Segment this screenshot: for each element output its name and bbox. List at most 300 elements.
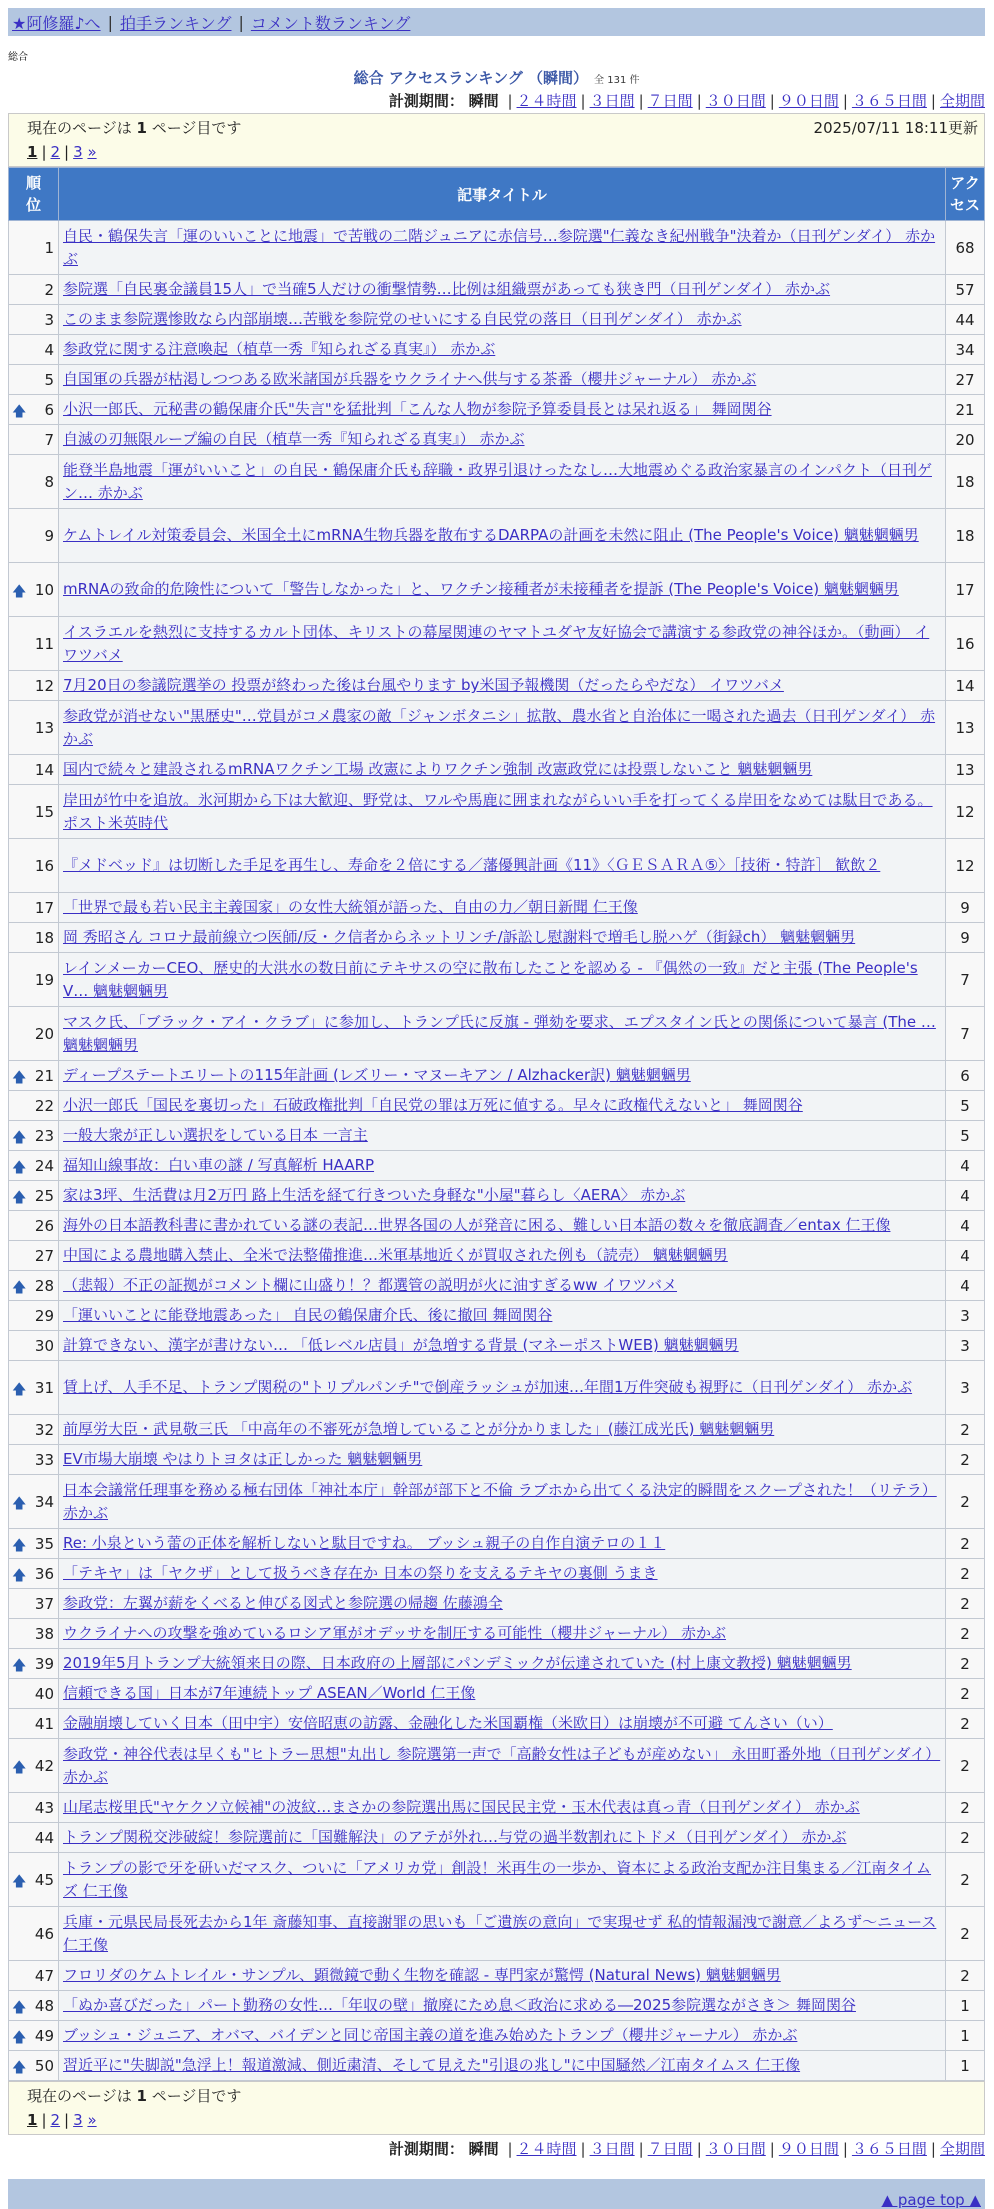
access-count: 2: [946, 1961, 985, 1991]
title-cell: [59, 1739, 946, 1793]
table-row: [9, 671, 985, 701]
period-separator: |: [842, 2140, 848, 2158]
article-link[interactable]: 参政党が消せない"黒歴史"…党員がコメ農家の敵「ジャンボタニシ」拡散、農水省と自治体に一喝された過去（日刊ゲンダイ） 赤かぶ: [63, 706, 936, 748]
title-cell: [59, 1475, 946, 1529]
rank-cell: [9, 1415, 59, 1445]
rank-cell: [9, 1619, 59, 1649]
article-link[interactable]: 計算できない、漢字が書けない… 「低レベル店員」が急増する背景 (マネーポストWEB) 魑魅魍魎男: [63, 1336, 739, 1354]
access-count: 2: [946, 1529, 985, 1559]
rank-cell: [9, 1679, 59, 1709]
article-link[interactable]: トランプの影で牙を研いだマスク、ついに「アメリカ党」創設！米再生の一歩か、資本による政治支配か注目集まる／江南タイムズ 仁王像: [63, 1858, 932, 1900]
table-row: [9, 221, 985, 275]
article-link[interactable]: EV市場大崩壊 やはりトヨタは正しかった 魑魅魍魎男: [63, 1450, 423, 1468]
rank-cell: [9, 1007, 59, 1061]
article-link[interactable]: 海外の日本語教科書に書かれている謎の表記…世界各国の人が発音に困る、難しい日本語の数々を徹底調査／entax 仁王像: [63, 1216, 891, 1234]
table-row: [9, 365, 985, 395]
article-link[interactable]: 参院選「自民裏金議員15人」で当確5人だけの衝撃情勢…比例は組織票があっても狭き門（日刊ゲンダイ） 赤かぶ: [63, 280, 831, 298]
table-row: [9, 1181, 985, 1211]
up-arrow-icon: 🡅: [12, 2059, 27, 2076]
rank-number: 49: [34, 2026, 54, 2045]
rank-number: 24: [34, 1156, 54, 1175]
rank-number: 12: [34, 676, 54, 695]
article-link[interactable]: （悲報）不正の証拠がコメント欄に山盛り！？都選管の説明が火に油すぎるww イワツバメ: [63, 1276, 678, 1294]
rank-cell: [9, 221, 59, 275]
access-count: 20: [946, 425, 985, 455]
article-link[interactable]: 2019年5月トランプ大統領来日の際、日本政府の上層部にパンデミックが伝達されていた (村上康文教授) 魑魅魍魎男: [63, 1654, 852, 1672]
rank-number: 10: [34, 580, 54, 599]
pager-separator: |: [41, 143, 47, 161]
access-count: 3: [946, 1301, 985, 1331]
comment-ranking-link[interactable]: コメント数ランキング: [250, 13, 411, 33]
rank-number: 2: [44, 280, 54, 299]
table-row: [9, 275, 985, 305]
up-arrow-icon: 🡅: [12, 403, 27, 420]
article-link[interactable]: Re: 小泉という蕾の正体を解析しないと駄目ですね。 ブッシュ親子の自作自演テロの１１: [63, 1534, 666, 1552]
rank-number: 11: [34, 634, 54, 653]
home-link[interactable]: ★阿修羅♪へ: [12, 13, 101, 33]
table-row: [9, 2051, 985, 2081]
table-row: [9, 1271, 985, 1301]
up-arrow-icon: 🡅: [12, 1159, 27, 1176]
table-row: [9, 1445, 985, 1475]
rank-cell: [9, 755, 59, 785]
rank-number: 17: [34, 898, 54, 917]
period-label: 計測期間：: [388, 92, 464, 110]
period-link[interactable]: ３０日間: [705, 92, 766, 110]
rank-number: 38: [34, 1624, 54, 1643]
access-count: 13: [946, 701, 985, 755]
article-link[interactable]: 「ぬか喜びだった」パート勤務の女性…「年収の壁」撤廃にため息＜政治に求める―2025参院選ながさき＞ 舞岡関谷: [63, 1996, 856, 2014]
article-link[interactable]: 家は3坪、生活費は月2万円 路上生活を経て行きついた身軽な"小屋"暮らし〈AERA〉 赤かぶ: [63, 1186, 686, 1204]
article-link[interactable]: 参政党・神谷代表は早くも"ヒトラー思想"丸出し 参院選第一声で「高齢女性は子どもが産めない」 永田町番外地（日刊ゲンダイ） 赤かぶ: [63, 1744, 941, 1786]
rank-number: 37: [34, 1594, 54, 1613]
table-row: [9, 425, 985, 455]
table-row: [9, 305, 985, 335]
up-arrow-icon: 🡅: [12, 1495, 27, 1512]
title-cell: [59, 1991, 946, 2021]
page-top-link[interactable]: ▲ page top ▲: [881, 2191, 981, 2209]
rank-number: 46: [34, 1924, 54, 1943]
article-link[interactable]: レインメーカーCEO、歴史的大洪水の数日前にテキサスの空に散布したことを認める - 『偶然の一致』だと主張 (The People's V… 魑魅魍魎男: [63, 958, 918, 1000]
rank-number: 19: [34, 970, 54, 989]
article-link[interactable]: 信頼できる国」日本が7年連続トップ ASEAN／World 仁王像: [63, 1684, 476, 1702]
rank-cell: [9, 701, 59, 755]
period-link[interactable]: ３６５日間: [851, 2140, 927, 2158]
access-count: 2: [946, 1415, 985, 1445]
rank-cell: [9, 1739, 59, 1793]
access-count: 16: [946, 617, 985, 671]
access-count: 2: [946, 1589, 985, 1619]
title-cell: [59, 671, 946, 701]
title-cell: [59, 1445, 946, 1475]
rank-number: 33: [34, 1450, 54, 1469]
access-count: 1: [946, 2051, 985, 2081]
period-link[interactable]: ９０日間: [778, 2140, 839, 2158]
article-link[interactable]: 賃上げ、人手不足、トランプ関税の"トリプルパンチ"で倒産ラッシュが加速…年間1万件突破も視野に（日刊ゲンダイ） 赤かぶ: [63, 1378, 913, 1396]
article-link[interactable]: マスク氏、「ブラック・アイ・クラブ」に参加し、トランプ氏に反旗 - 弾劾を要求、エプスタイン氏との関係について暴言 (The … 魑魅魍魎男: [63, 1012, 936, 1054]
title-cell: [59, 1151, 946, 1181]
table-row: [9, 755, 985, 785]
up-arrow-icon: 🡅: [12, 2029, 27, 2046]
rank-cell: [9, 785, 59, 839]
access-count: 17: [946, 563, 985, 617]
title-cell: [59, 1709, 946, 1739]
access-count: 1: [946, 2021, 985, 2051]
article-link[interactable]: 自滅の刃無限ループ編の自民（植草一秀『知られざる真実』） 赤かぶ: [63, 430, 525, 448]
title-cell: [59, 1361, 946, 1415]
period-separator: |: [580, 92, 586, 110]
up-arrow-icon: 🡅: [12, 1567, 27, 1584]
table-row: [9, 1061, 985, 1091]
article-link[interactable]: ブッシュ・ジュニア、オバマ、バイデンと同じ帝国主義の道を進み始めたトランプ（櫻井ジャーナル） 赤かぶ: [63, 2026, 798, 2044]
table-row: [9, 1793, 985, 1823]
rank-number: 45: [34, 1870, 54, 1889]
article-link[interactable]: mRNAの致命的危険性について「警告しなかった」と、ワクチン接種者が未接種者を提訴 (The People's Voice) 魑魅魍魎男: [63, 580, 899, 598]
article-link[interactable]: 能登半島地震「運がいいこと」の自民・鶴保庸介氏も辞職・政界引退けったなし…大地震めぐる政治家暴言のインパクト（日刊ゲン… 赤かぶ: [63, 460, 932, 502]
article-link[interactable]: 「テキヤ」は「ヤクザ」として扱うべき存在か 日本の祭りを支えるテキヤの裏側 うまき: [63, 1564, 658, 1582]
rank-number: 48: [34, 1996, 54, 2015]
period-separator: |: [842, 92, 848, 110]
rank-number: 9: [44, 526, 54, 545]
pager-separator: |: [41, 2111, 47, 2129]
access-count: 34: [946, 335, 985, 365]
total-count: 全 131 件: [594, 75, 640, 86]
rank-number: 22: [34, 1096, 54, 1115]
pager: [27, 140, 978, 164]
article-link[interactable]: ディープステートエリートの115年計画 (レズリー・マヌーキアン / Alzhacker訳) 魑魅魍魎男: [63, 1066, 691, 1084]
rank-cell: [9, 1559, 59, 1589]
rank-number: 34: [34, 1492, 54, 1511]
title-cell: [59, 1619, 946, 1649]
rank-number: 35: [34, 1534, 54, 1553]
article-link[interactable]: 中国による農地購入禁止、全米で法整備推進…米軍基地近くが買収された例も（読売） 魑魅魍魎男: [63, 1246, 728, 1264]
rank-header: 順位: [9, 168, 59, 221]
access-count: 2: [946, 1709, 985, 1739]
article-link[interactable]: 参政党：左翼が薪をくべると伸びる図式と参院選の帰趨 佐藤鴻全: [63, 1594, 503, 1612]
access-count: 2: [946, 1853, 985, 1907]
article-link[interactable]: 自国軍の兵器が枯渇しつつある欧米諸国が兵器をウクライナへ供与する茶番（櫻井ジャーナル） 赤かぶ: [63, 370, 757, 388]
article-link[interactable]: 自民・鶴保失言「運のいいことに地震」で苦戦の二階ジュニアに赤信号…参院選"仁義なき紀州戦争"決着か（日刊ゲンダイ） 赤かぶ: [63, 226, 936, 268]
pager-link[interactable]: 2: [50, 143, 61, 161]
article-link[interactable]: 参政党に関する注意喚起（植草一秀『知られざる真実』） 赤かぶ: [63, 340, 496, 358]
article-link[interactable]: 小沢一郎氏「国民を裏切った」石破政権批判「自民党の罪は万死に値する。早々に政権代えないと」 舞岡関谷: [63, 1096, 803, 1114]
access-count: 3: [946, 1361, 985, 1415]
title-cell: [59, 1271, 946, 1301]
access-count: 4: [946, 1211, 985, 1241]
access-count: 21: [946, 395, 985, 425]
article-link[interactable]: 兵庫・元県民局長死去から1年 斎藤知事、直接謝罪の思いも「ご遺族の意向」で実現せず 私的情報漏洩で謝意／よろず～ニュース 仁王像: [63, 1912, 937, 1954]
article-link[interactable]: 一般大衆が正しい選択をしている日本 一言主: [63, 1126, 368, 1144]
access-count: 2: [946, 1793, 985, 1823]
table-row: [9, 1007, 985, 1061]
title-cell: [59, 923, 946, 953]
access-count: 9: [946, 893, 985, 923]
period-current: 瞬間: [468, 92, 499, 110]
title-cell: [59, 1121, 946, 1151]
access-count: 2: [946, 1619, 985, 1649]
period-link[interactable]: ２４時間: [516, 92, 577, 110]
pager-link[interactable]: 2: [50, 2111, 61, 2129]
access-count: 7: [946, 953, 985, 1007]
rank-number: 13: [34, 718, 54, 737]
rank-cell: [9, 1211, 59, 1241]
rank-number: 43: [34, 1798, 54, 1817]
table-row: [9, 1121, 985, 1151]
title-cell: [59, 1181, 946, 1211]
rank-cell: [9, 1649, 59, 1679]
rank-number: 8: [44, 472, 54, 491]
access-count: 18: [946, 509, 985, 563]
table-row: [9, 1853, 985, 1907]
rank-cell: [9, 1589, 59, 1619]
rank-cell: [9, 1361, 59, 1415]
period-link[interactable]: ３日間: [589, 92, 635, 110]
title-cell: [59, 1589, 946, 1619]
table-row: [9, 1211, 985, 1241]
period-separator: |: [507, 2140, 513, 2158]
access-header: アクセス: [946, 168, 985, 221]
rank-number: 15: [34, 802, 54, 821]
up-arrow-icon: 🡅: [12, 583, 27, 600]
pager-separator: |: [64, 2111, 70, 2129]
table-row: [9, 1301, 985, 1331]
table-row: [9, 1649, 985, 1679]
rank-cell: [9, 1091, 59, 1121]
rank-cell: [9, 1241, 59, 1271]
table-row: [9, 923, 985, 953]
article-link[interactable]: 岡 秀昭さん コロナ最前線立つ医師/反・ク信者からネットリンチ/訴訟し慰謝料で増毛し脱ハゲ（街録ch） 魑魅魍魎男: [63, 928, 856, 946]
period-link[interactable]: ３０日間: [705, 2140, 766, 2158]
title-cell: [59, 755, 946, 785]
period-link[interactable]: ３６５日間: [851, 92, 927, 110]
pager-current: 1: [27, 2111, 38, 2129]
title-cell: [59, 1679, 946, 1709]
title-cell: [59, 425, 946, 455]
article-link[interactable]: 7月20日の参議院選挙の 投票が終わった後は台風やります by米国予報機関（だったらやだな） イワツバメ: [63, 676, 784, 694]
title-cell: [59, 785, 946, 839]
title-cell: [59, 701, 946, 755]
rank-cell: [9, 893, 59, 923]
access-count: 12: [946, 839, 985, 893]
rank-cell: [9, 1793, 59, 1823]
period-separator: |: [769, 92, 775, 110]
nav-separator: |: [107, 12, 113, 32]
rank-cell: [9, 395, 59, 425]
rank-number: 40: [34, 1684, 54, 1703]
access-count: 44: [946, 305, 985, 335]
access-count: 5: [946, 1091, 985, 1121]
rank-cell: [9, 455, 59, 509]
rank-cell: [9, 1151, 59, 1181]
updated-time: 2025/07/11 18:11更新: [813, 119, 978, 137]
table-row: [9, 1559, 985, 1589]
article-link[interactable]: 習近平に"失脚説"急浮上！報道激減、側近粛清、そして見えた"引退の兆し"に中国騒然／江南タイムス 仁王像: [63, 2056, 801, 2074]
article-link[interactable]: 「運いいことに能登地震あった」 自民の鶴保庸介氏、後に撤回 舞岡関谷: [63, 1306, 553, 1324]
rank-cell: [9, 1961, 59, 1991]
access-count: 1: [946, 1991, 985, 2021]
access-count: 7: [946, 1007, 985, 1061]
title-cell: [59, 335, 946, 365]
up-arrow-icon: 🡅: [12, 1189, 27, 1206]
rank-number: 28: [34, 1276, 54, 1295]
article-link[interactable]: イスラエルを熱烈に支持するカルト団体、キリストの幕屋関連のヤマトユダヤ友好協会で講演する参政党の神谷ほか。（動画） イワツバメ: [63, 622, 930, 664]
title-cell: [59, 1091, 946, 1121]
table-row: [9, 335, 985, 365]
rank-number: 4: [44, 340, 54, 359]
rank-cell: [9, 617, 59, 671]
article-link[interactable]: 山尾志桜里氏"ヤケクソ立候補"の波紋…まさかの参院選出馬に国民民主党・玉木代表は真っ青（日刊ゲンダイ） 赤かぶ: [63, 1798, 860, 1816]
period-separator: |: [696, 92, 702, 110]
table-row: [9, 1679, 985, 1709]
rank-cell: [9, 425, 59, 455]
rank-number: 20: [34, 1024, 54, 1043]
article-link[interactable]: フロリダのケムトレイル・サンプル、顕微鏡で動く生物を確認 - 専門家が驚愕 (Natural News) 魑魅魍魎男: [63, 1966, 781, 1984]
table-row: [9, 953, 985, 1007]
pager-link[interactable]: 3: [73, 2111, 83, 2129]
up-arrow-icon: 🡅: [12, 1759, 27, 1776]
access-count: 13: [946, 755, 985, 785]
access-count: 2: [946, 1649, 985, 1679]
up-arrow-icon: 🡅: [12, 1129, 27, 1146]
rank-cell: [9, 509, 59, 563]
table-row: [9, 617, 985, 671]
period-link[interactable]: ３日間: [589, 2140, 635, 2158]
access-count: 4: [946, 1271, 985, 1301]
pager-next[interactable]: »: [87, 2111, 97, 2129]
article-link[interactable]: 「世界で最も若い民主主義国家」の女性大統領が語った、自由の力／朝日新聞 仁王像: [63, 898, 638, 916]
rank-number: 25: [34, 1186, 54, 1205]
title-cell: [59, 1853, 946, 1907]
period-link[interactable]: 全期間: [939, 92, 985, 110]
applause-ranking-link[interactable]: 拍手ランキング: [119, 13, 232, 33]
rank-cell: [9, 923, 59, 953]
rank-cell: [9, 1475, 59, 1529]
access-count: 2: [946, 1559, 985, 1589]
title-cell: [59, 1301, 946, 1331]
access-count: 27: [946, 365, 985, 395]
article-link[interactable]: トランプ関税交渉破綻！参院選前に「国難解決」のアテが外れ…与党の過半数割れにトドメ（日刊ゲンダイ） 赤かぶ: [63, 1828, 847, 1846]
up-arrow-icon: 🡅: [12, 1381, 27, 1398]
period-link[interactable]: 全期間: [939, 2140, 985, 2158]
table-row: [9, 1331, 985, 1361]
rank-cell: [9, 365, 59, 395]
section-label: 総合: [8, 52, 28, 63]
title-cell: [59, 1061, 946, 1091]
table-row: [9, 1151, 985, 1181]
access-count: 4: [946, 1241, 985, 1271]
title-cell: [59, 1907, 946, 1961]
access-count: 57: [946, 275, 985, 305]
article-link[interactable]: ウクライナへの攻撃を強めているロシア軍がオデッサを制圧する可能性（櫻井ジャーナル） 赤かぶ: [63, 1624, 726, 1642]
rank-number: 6: [44, 400, 54, 419]
title-cell: [59, 275, 946, 305]
period-link[interactable]: ９０日間: [778, 92, 839, 110]
ranking-title: 総合 アクセスランキング （瞬間）: [353, 69, 589, 87]
rank-number: 18: [34, 928, 54, 947]
pager-next[interactable]: »: [87, 143, 97, 161]
table-row: [9, 2021, 985, 2051]
rank-cell: [9, 1271, 59, 1301]
rank-number: 50: [34, 2056, 54, 2075]
page-info-bottom: [8, 2081, 985, 2135]
rank-number: 42: [34, 1756, 54, 1775]
table-row: [9, 1709, 985, 1739]
period-separator: |: [638, 2140, 644, 2158]
rank-number: 31: [34, 1378, 54, 1397]
table-row: [9, 1415, 985, 1445]
title-cell: [59, 1793, 946, 1823]
rank-number: 32: [34, 1420, 54, 1439]
up-arrow-icon: 🡅: [12, 1279, 27, 1296]
period-current: 瞬間: [468, 2140, 499, 2158]
period-link[interactable]: ７日間: [647, 92, 693, 110]
period-selector-bottom: [8, 2137, 985, 2161]
article-link[interactable]: 金融崩壊していく日本（田中宇）安倍昭恵の訪露、金融化した米国覇権（米欧日）は崩壊が不可避 てんさい（い）: [63, 1714, 833, 1732]
title-cell: [59, 617, 946, 671]
table-row: [9, 509, 985, 563]
article-link[interactable]: 福知山線事故：白い車の謎 / 写真解析 HAARP: [63, 1156, 375, 1174]
table-row: [9, 395, 985, 425]
rank-cell: [9, 335, 59, 365]
table-row: [9, 701, 985, 755]
rank-cell: [9, 1445, 59, 1475]
table-row: [9, 1961, 985, 1991]
table-row: [9, 1241, 985, 1271]
title-cell: [59, 509, 946, 563]
rank-cell: [9, 1529, 59, 1559]
access-count: 2: [946, 1475, 985, 1529]
rank-cell: [9, 1061, 59, 1091]
access-count: 4: [946, 1151, 985, 1181]
pager-bottom: [27, 2108, 978, 2132]
top-nav: [8, 8, 985, 36]
article-link[interactable]: このまま参院選惨敗なら内部崩壊…苦戦を参院党のせいにする自民党の落日（日刊ゲンダイ） 赤かぶ: [63, 310, 742, 328]
table-row: [9, 1361, 985, 1415]
article-link[interactable]: 小沢一郎氏、元秘書の鶴保庸介氏"失言"を猛批判「こんな人物が参院予算委員長とは呆れ返る」 舞岡関谷: [63, 400, 772, 418]
title-cell: [59, 1823, 946, 1853]
title-cell: [59, 2051, 946, 2081]
page-info: [8, 113, 985, 167]
current-page-text: 現在のページは 1 ページ目です: [27, 2087, 242, 2105]
access-count: 4: [946, 1181, 985, 1211]
article-link[interactable]: 『メドベッド』は切断した手足を再生し、寿命を２倍にする／藩優興計画《11》〈ＧＥＳＡＲＡ⑤〉［技術・特許］ 歓飲２: [63, 856, 881, 874]
article-link[interactable]: 国内で続々と建設されるmRNAワクチン工場 改憲によりワクチン強制 改憲政党には投票しないこと 魑魅魍魎男: [63, 760, 813, 778]
article-link[interactable]: 日本会議常任理事を務める極右団体「神社本庁」幹部が部下と不倫 ラブホから出てくる決定的瞬間をスクープされた！（リテラ） 赤かぶ: [63, 1480, 937, 1522]
access-count: 2: [946, 1739, 985, 1793]
period-link[interactable]: ７日間: [647, 2140, 693, 2158]
article-link[interactable]: 岸田が竹中を追放。氷河期から下は大歓迎、野党は、ワルや馬鹿に囲まれながらいい手を打ってくる岸田をなめては駄目である。 ポスト米英時代: [63, 790, 933, 832]
article-link[interactable]: ケムトレイル対策委員会、米国全土にmRNA生物兵器を散布するDARPAの計画を未然に阻止 (The People's Voice) 魑魅魍魎男: [63, 526, 919, 544]
table-row: [9, 1475, 985, 1529]
period-separator: |: [769, 2140, 775, 2158]
rank-cell: [9, 563, 59, 617]
article-link[interactable]: 前厚労大臣・武見敬三氏 「中高年の不審死が急増していることが分かりました」(藤江成光氏) 魑魅魍魎男: [63, 1420, 775, 1438]
period-selector: [8, 89, 985, 113]
rank-cell: [9, 1181, 59, 1211]
title-cell: [59, 953, 946, 1007]
access-count: 68: [946, 221, 985, 275]
title-cell: [59, 1649, 946, 1679]
rank-cell: [9, 953, 59, 1007]
ranking-table: [8, 167, 985, 2081]
period-separator: |: [930, 2140, 936, 2158]
rank-number: 26: [34, 1216, 54, 1235]
title-cell: [59, 1211, 946, 1241]
rank-cell: [9, 1331, 59, 1361]
period-link[interactable]: ２４時間: [516, 2140, 577, 2158]
page-top-bar: [8, 2179, 985, 2209]
pager-link[interactable]: 3: [73, 143, 83, 161]
